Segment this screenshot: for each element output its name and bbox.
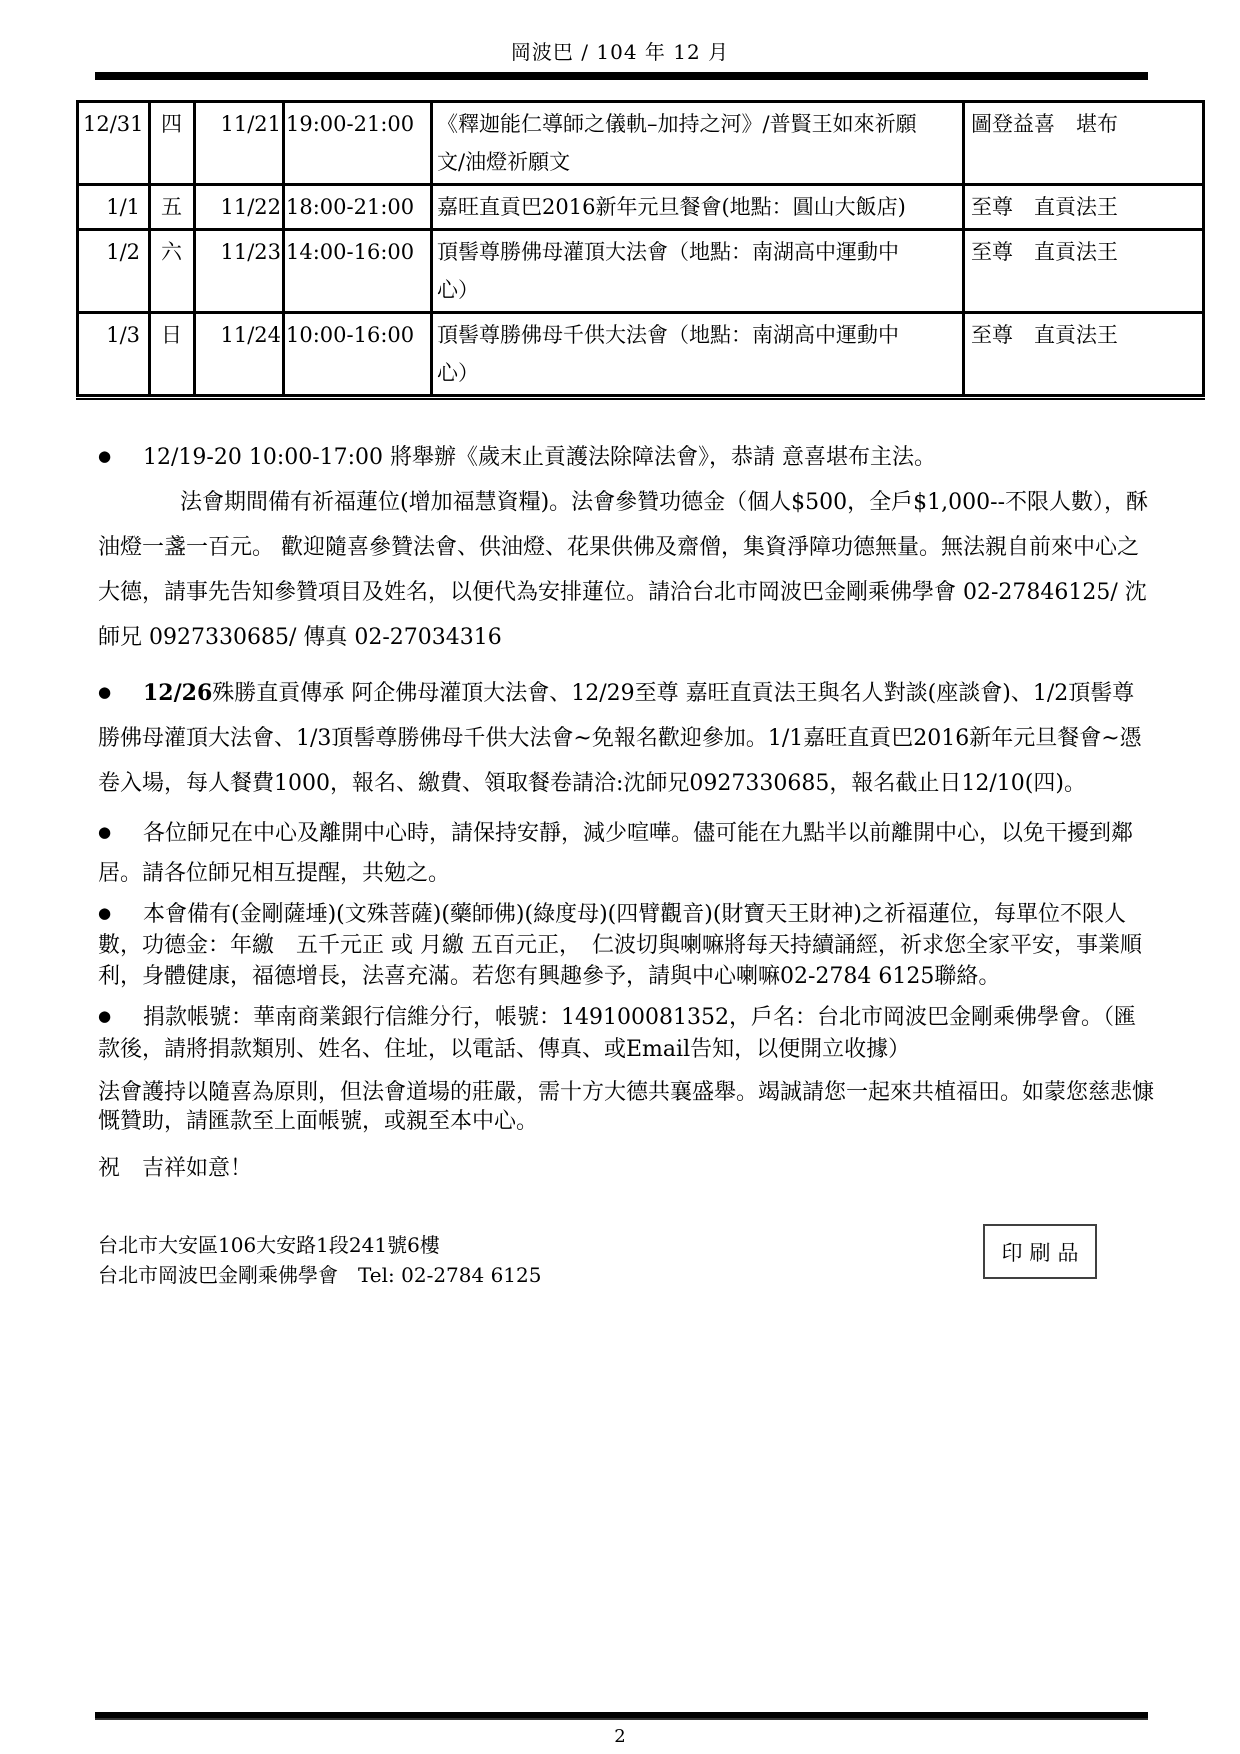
announcement-text: 本會備有(金剛薩埵)(文殊菩薩)(藥師佛)(綠度母)(四臂觀音)(財寶天王財神)之祈福蓮位，每單位不限人數，功德金：年繳 五千元正 或 月繳 五百元正， 仁波切與喇嘛將每天持續誦經，祈求您全家平安，事業順利，身體健康，福德增長，法喜充滿。若您有興趣參予，請與中心喇嘛02-2784 6125聯絡。 xyxy=(98,902,1142,989)
lunar-date-cell: 11/22 xyxy=(195,185,284,230)
time-cell: 10:00-16:00 xyxy=(284,313,432,396)
list-item xyxy=(98,434,1154,660)
schedule-table xyxy=(76,100,1205,397)
announcement-text: 殊勝直貢傳承 阿企佛母灌頂大法會、12/29至尊 嘉旺直貢法王與名人對談(座談會)、1/2頂髻尊勝佛母灌頂大法會、1/3頂髻尊勝佛母千供大法會~免報名歡迎參加。1/1嘉旺直貢巴2016新年元旦餐會~憑卷入場，每人餐費1000，報名、繳費、領取餐卷請洽:沈師兄0927330685，報名截止日12/10(四)。 xyxy=(98,681,1142,796)
announcements-section xyxy=(98,434,1154,1290)
presider-cell: 至尊 直貢法王 xyxy=(964,313,1204,396)
lunar-date-cell: 11/21 xyxy=(195,102,284,185)
list-item xyxy=(98,1000,1154,1066)
bullet-icon: ● xyxy=(98,1007,112,1025)
address-block xyxy=(98,1230,541,1290)
event-cell: 頂髻尊勝佛母灌頂大法會（地點：南湖高中運動中心） xyxy=(432,230,964,313)
announcement-lead: 12/19-20 10:00-17:00 將舉辦《歲末止貢護法除障法會》，恭請 意喜堪布主法。 xyxy=(143,445,937,470)
announcement-text: 捐款帳號：華南商業銀行信維分行，帳號：149100081352，戶名：台北市岡波巴金剛乘佛學會。（匯款後，請將捐款類別、姓名、住址，以電話、傳真、或Email告知，以便開立收據） xyxy=(98,1005,1136,1062)
presider-cell: 圖登益喜 堪布 xyxy=(964,102,1204,185)
table-row xyxy=(78,230,1204,313)
presider-cell: 至尊 直貢法王 xyxy=(964,185,1204,230)
date-cell: 1/3 xyxy=(78,313,150,396)
list-item xyxy=(98,812,1154,894)
event-cell: 頂髻尊勝佛母千供大法會（地點：南湖高中運動中心） xyxy=(432,313,964,396)
date-cell: 1/2 xyxy=(78,230,150,313)
address-line-1: 台北市大安區106大安路1段241號6樓 xyxy=(98,1233,440,1257)
footer-row xyxy=(98,1230,1154,1290)
time-cell: 18:00-21:00 xyxy=(284,185,432,230)
weekday-cell: 五 xyxy=(150,185,195,230)
bullet-icon: ● xyxy=(98,683,112,701)
blessing-line: 祝 吉祥如意！ xyxy=(98,1156,253,1181)
event-cell: 嘉旺直貢巴2016新年元旦餐會(地點：圓山大飯店) xyxy=(432,185,964,230)
list-item xyxy=(98,670,1154,806)
time-cell: 19:00-21:00 xyxy=(284,102,432,185)
presider-cell: 至尊 直貢法王 xyxy=(964,230,1204,313)
time-cell: 14:00-16:00 xyxy=(284,230,432,313)
bullet-paragraph xyxy=(98,670,1154,806)
weekday-cell: 六 xyxy=(150,230,195,313)
lunar-date-cell: 11/23 xyxy=(195,230,284,313)
address-line-2: 台北市岡波巴金剛乘佛學會 Tel: 02-2784 6125 xyxy=(98,1263,542,1287)
header-divider xyxy=(95,72,1148,80)
date-cell: 1/1 xyxy=(78,185,150,230)
table-row xyxy=(78,102,1204,185)
printed-matter-stamp xyxy=(983,1224,1097,1279)
page-number: 2 xyxy=(614,1726,626,1747)
bullet-paragraph xyxy=(98,434,1154,480)
bullet-paragraph xyxy=(98,812,1154,894)
lunar-date-cell: 11/24 xyxy=(195,313,284,396)
bullet-paragraph xyxy=(98,898,1154,992)
closing-paragraph: 法會護持以隨喜為原則，但法會道場的莊嚴，需十方大德共襄盛舉。竭誠請您一起來共植福田。如蒙您慈悲慷慨贊助，請匯款至上面帳號，或親至本中心。 xyxy=(98,1080,1155,1134)
bullet-icon: ● xyxy=(98,447,112,465)
table-row xyxy=(78,185,1204,230)
footer-divider xyxy=(95,1712,1148,1720)
bullet-icon: ● xyxy=(98,904,112,922)
table-row xyxy=(78,313,1204,396)
announcement-body: 法會期間備有祈福蓮位(增加福慧資糧)。法會參贊功德金（個人$500，全戶$1,000--不限人數），酥油燈一盞一百元。 歡迎隨喜參贊法會、供油燈、花果供佛及齋僧，集資淨障功德無量。無法親自前來中心之大德，請事先告知參贊項目及姓名，以便代為安排蓮位。請洽台北市岡波巴金剛乘佛學會 02-27846125/ 沈師兄 0927330685/ 傳真 02-27034316 xyxy=(98,490,1149,650)
schedule-table-wrap xyxy=(76,100,1205,400)
date-cell: 12/31 xyxy=(78,102,150,185)
bullet-paragraph xyxy=(98,1000,1154,1066)
bullet-icon: ● xyxy=(98,823,112,841)
event-cell: 《釋迦能仁導師之儀軌–加持之河》/普賢王如來祈願文/油燈祈願文 xyxy=(432,102,964,185)
page-header-title: 岡波巴 / 104 年 12 月 xyxy=(510,40,730,64)
list-item xyxy=(98,898,1154,992)
printed-matter-label: 印刷品 xyxy=(1001,1240,1086,1265)
weekday-cell: 四 xyxy=(150,102,195,185)
weekday-cell: 日 xyxy=(150,313,195,396)
announcement-date-prefix: 12/26 xyxy=(143,680,213,706)
announcement-text: 各位師兄在中心及離開中心時，請保持安靜，減少喧嘩。儘可能在九點半以前離開中心，以免干擾到鄰居。請各位師兄相互提醒，共勉之。 xyxy=(98,821,1134,886)
